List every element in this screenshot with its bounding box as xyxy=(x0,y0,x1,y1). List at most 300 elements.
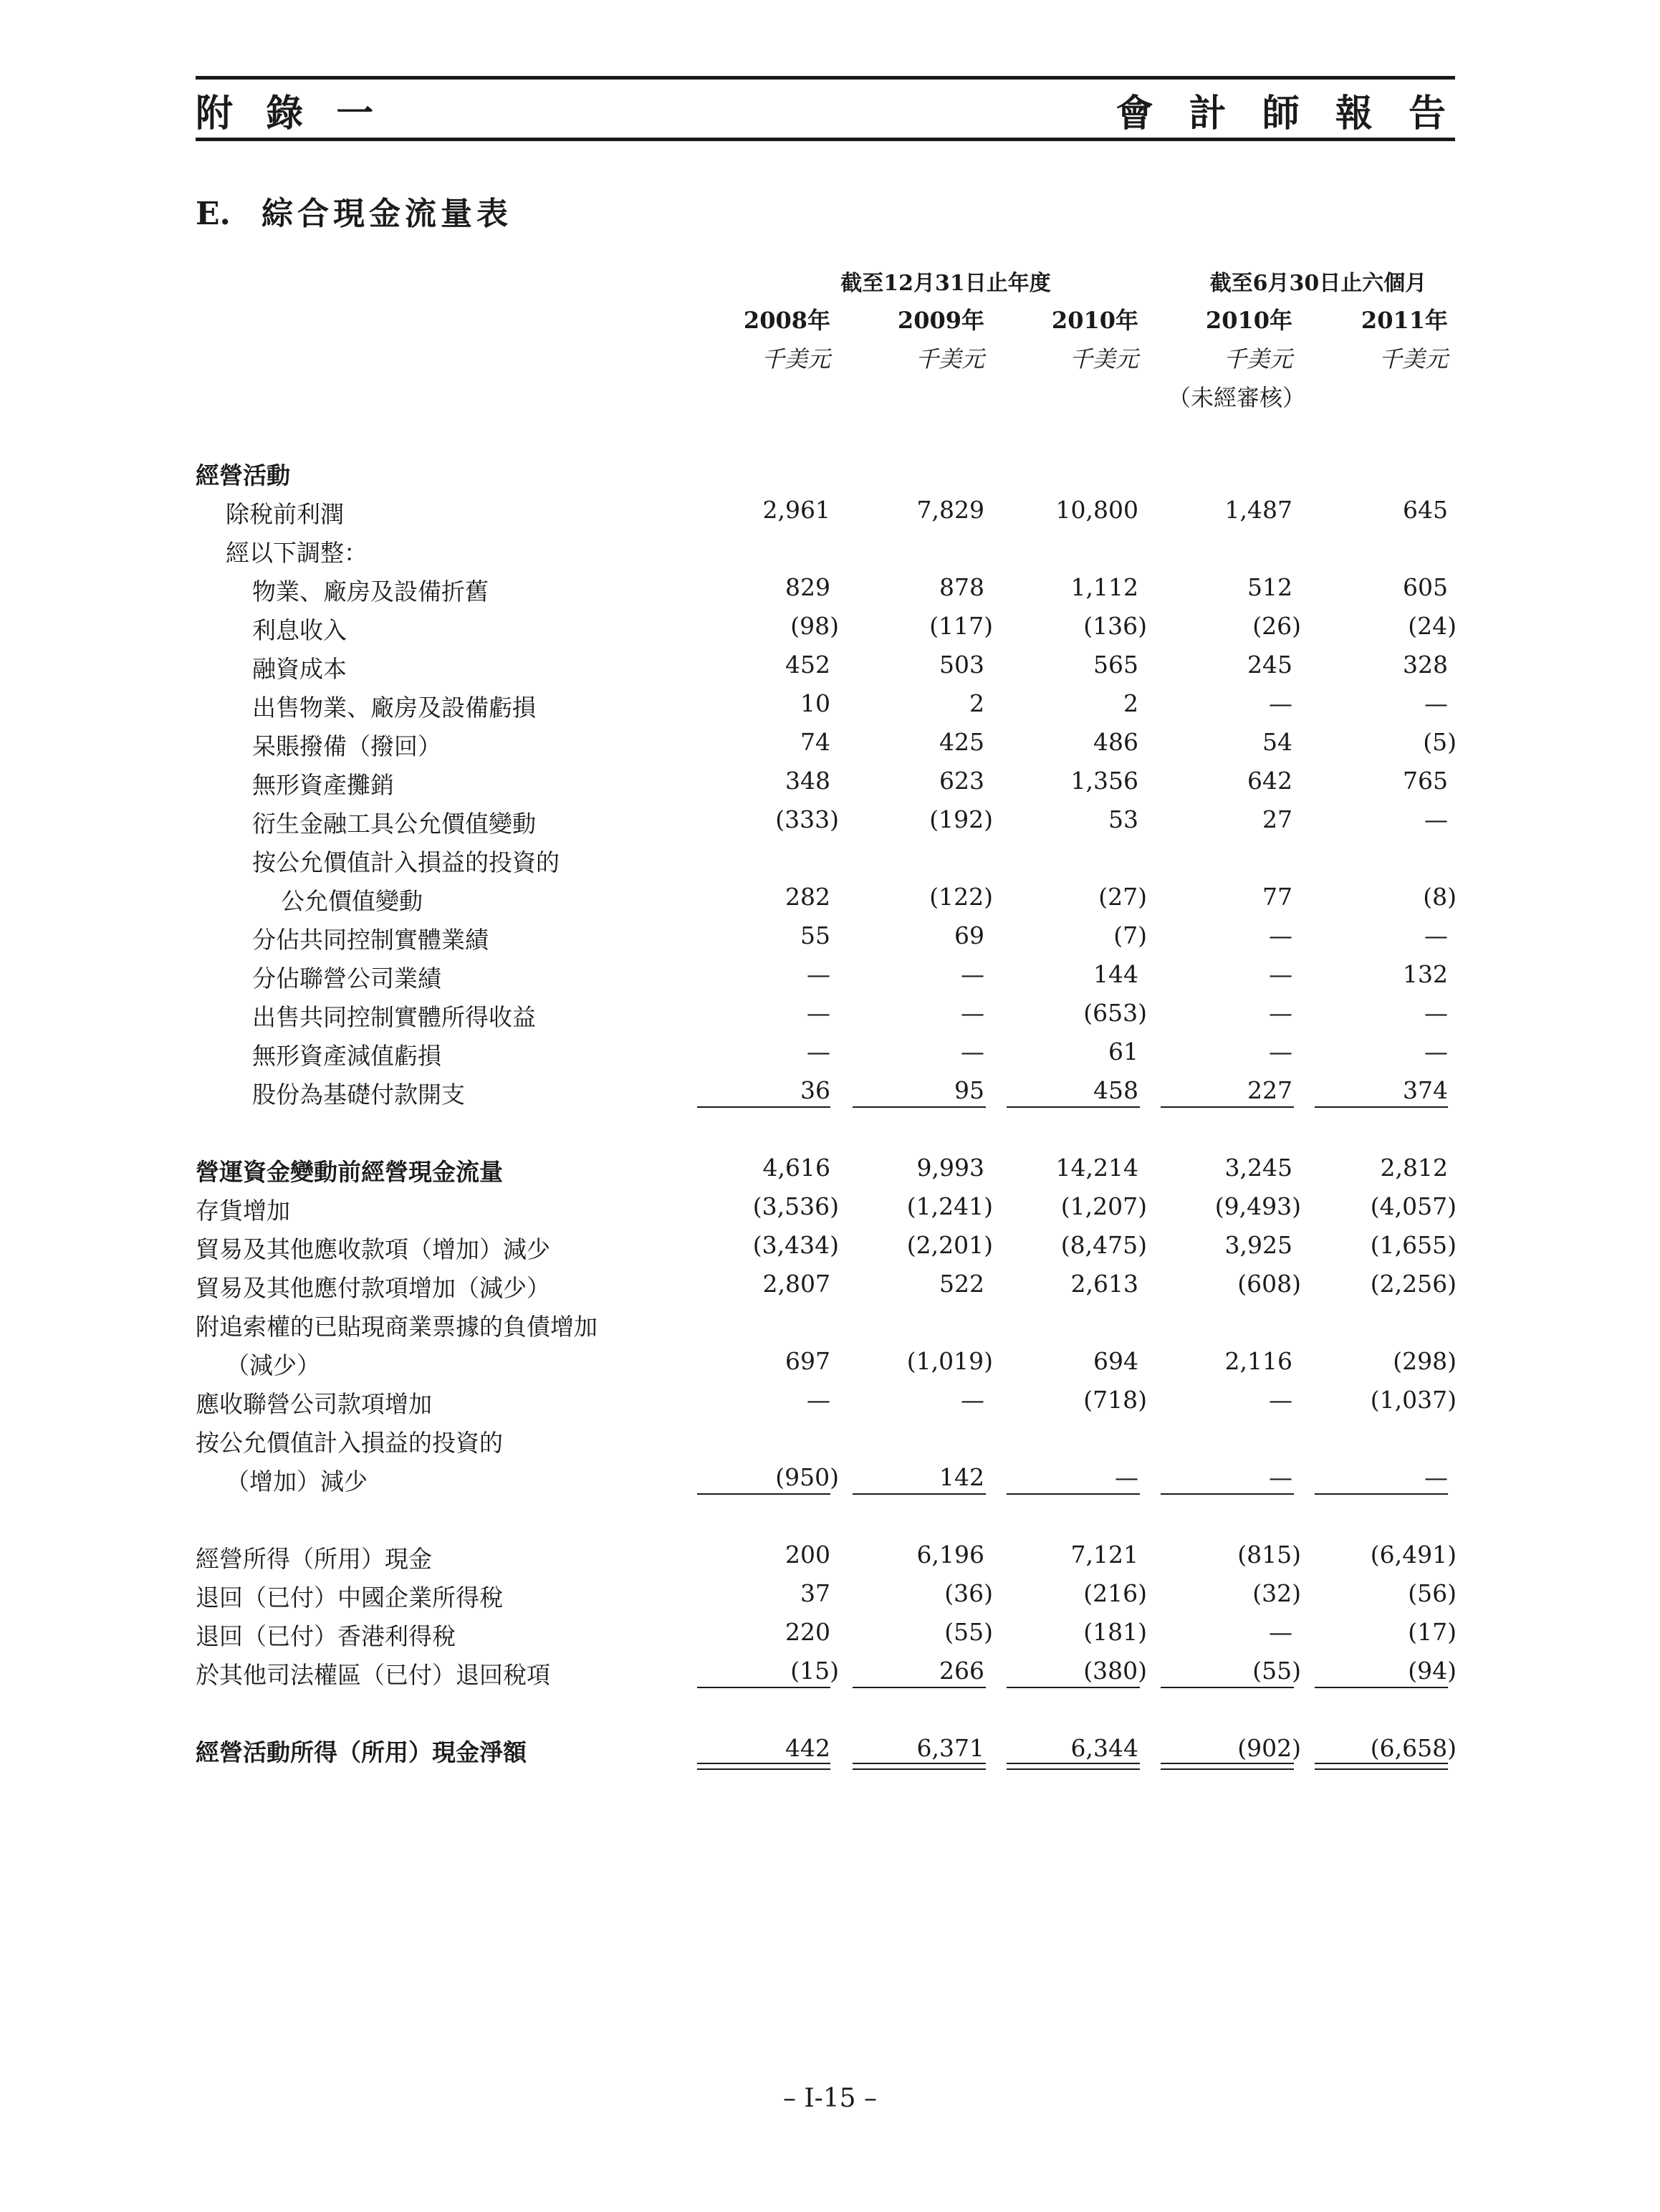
row-value xyxy=(1071,1270,1138,1298)
row-value xyxy=(1237,1270,1301,1298)
value-text: 69 xyxy=(954,921,984,949)
value-text: — xyxy=(961,1386,984,1414)
row-label: 存貨增加 xyxy=(196,1197,290,1225)
row-value xyxy=(939,1270,984,1298)
value-text: (902) xyxy=(1237,1734,1301,1762)
row-value xyxy=(1262,805,1292,833)
row-value xyxy=(763,1154,830,1182)
value-text: 95 xyxy=(954,1076,984,1104)
table-row xyxy=(0,612,1660,651)
value-text: 7,121 xyxy=(1070,1541,1138,1569)
value-text: — xyxy=(1424,805,1448,833)
row-value xyxy=(1247,573,1292,601)
row-label: 營運資金變動前經營現金流量 xyxy=(196,1158,503,1186)
value-text: 55 xyxy=(800,921,830,949)
value-text: 458 xyxy=(1093,1076,1138,1104)
value-text: 878 xyxy=(939,573,984,601)
value-text: — xyxy=(961,999,984,1027)
value-text: (1,019) xyxy=(906,1347,993,1375)
row-value xyxy=(1269,689,1292,717)
row-value xyxy=(1083,1579,1147,1607)
value-text: 6,371 xyxy=(916,1734,984,1762)
row-value xyxy=(807,999,830,1027)
underline xyxy=(1315,1493,1448,1495)
row-value xyxy=(1269,1618,1292,1646)
row-value xyxy=(1056,496,1138,524)
value-text: — xyxy=(1424,921,1448,949)
row-value xyxy=(1371,1734,1457,1762)
table-row xyxy=(0,767,1660,805)
row-value xyxy=(1056,1154,1138,1182)
row-value xyxy=(1269,1463,1292,1491)
value-text: 10,800 xyxy=(1055,496,1138,524)
value-text: 2,807 xyxy=(762,1270,830,1298)
underline xyxy=(1315,1106,1448,1108)
value-text: 486 xyxy=(1093,728,1138,756)
row-label: 經以下調整： xyxy=(226,539,368,567)
row-value xyxy=(907,1347,993,1375)
row-value xyxy=(1269,1038,1292,1066)
value-text: 227 xyxy=(1247,1076,1292,1104)
underline xyxy=(1007,1493,1140,1495)
row-label: 按公允價值計入損益的投資的 xyxy=(252,848,560,876)
value-text: (950) xyxy=(775,1463,839,1491)
table-row xyxy=(0,728,1660,767)
row-value xyxy=(1061,1192,1147,1220)
row-value xyxy=(1371,1231,1457,1259)
value-text: — xyxy=(807,999,830,1027)
row-value xyxy=(917,496,984,524)
value-text: — xyxy=(1269,1463,1292,1491)
row-value xyxy=(800,728,830,756)
double-underline xyxy=(1315,1763,1448,1770)
value-text: (333) xyxy=(775,805,839,833)
underline xyxy=(1315,1687,1448,1688)
value-text: — xyxy=(1269,1386,1292,1414)
row-value xyxy=(961,1386,984,1414)
row-value xyxy=(785,573,830,601)
value-text: 54 xyxy=(1262,728,1292,756)
row-value xyxy=(917,1734,984,1762)
value-text: — xyxy=(1269,921,1292,949)
row-value xyxy=(1237,1734,1301,1762)
row-value xyxy=(1371,1192,1457,1220)
value-text: (1,037) xyxy=(1370,1386,1457,1414)
value-text: 132 xyxy=(1403,960,1448,988)
value-text: 77 xyxy=(1262,883,1292,911)
value-text: (55) xyxy=(1252,1657,1301,1685)
value-text: (216) xyxy=(1083,1579,1147,1607)
value-text: 3,925 xyxy=(1224,1231,1292,1259)
row-label: 融資成本 xyxy=(252,655,347,683)
row-value xyxy=(1408,612,1457,640)
row-label: 利息收入 xyxy=(252,616,347,644)
value-text: — xyxy=(1424,689,1448,717)
table-row xyxy=(0,1541,1660,1579)
double-underline xyxy=(697,1763,830,1770)
value-text: (7) xyxy=(1113,921,1147,949)
double-underline xyxy=(1007,1763,1140,1770)
row-label: （減少） xyxy=(226,1351,320,1379)
row-value xyxy=(1115,1463,1138,1491)
row-value xyxy=(907,1192,993,1220)
row-value xyxy=(944,1579,993,1607)
value-text: (2,256) xyxy=(1370,1270,1457,1298)
value-text: (94) xyxy=(1408,1657,1457,1685)
table-row xyxy=(0,1154,1660,1192)
row-label: 衍生金融工具公允價值變動 xyxy=(252,810,536,838)
row-value xyxy=(1225,1154,1292,1182)
row-value xyxy=(785,1541,830,1569)
value-text: (815) xyxy=(1237,1541,1301,1569)
row-label: 經營活動所得（所用）現金淨額 xyxy=(196,1738,527,1766)
column-group-six-months: 截至6月30日止六個月 xyxy=(1209,271,1427,296)
row-value xyxy=(961,960,984,988)
row-value xyxy=(1098,883,1147,911)
row-label: 股份為基礎付款開支 xyxy=(252,1081,465,1109)
table-row xyxy=(0,844,1660,883)
row-value xyxy=(1403,573,1448,601)
column-unit: 千美元 xyxy=(1223,345,1292,373)
row-label: 無形資產減值虧損 xyxy=(252,1042,441,1070)
row-value xyxy=(1252,1657,1301,1685)
row-value xyxy=(1247,767,1292,795)
value-text: 3,245 xyxy=(1224,1154,1292,1182)
column-group-year: 截至12月31日止年度 xyxy=(840,271,1051,296)
row-value xyxy=(907,1231,993,1259)
value-text: (3,434) xyxy=(752,1231,839,1259)
table-row xyxy=(0,1076,1660,1115)
row-value xyxy=(763,1270,830,1298)
row-value xyxy=(1225,1231,1292,1259)
value-text: (192) xyxy=(929,805,993,833)
row-value xyxy=(939,651,984,679)
row-value xyxy=(1269,1386,1292,1414)
row-value xyxy=(1403,767,1448,795)
value-text: 6,196 xyxy=(916,1541,984,1569)
value-text: (117) xyxy=(929,612,993,640)
row-value xyxy=(1237,1541,1301,1569)
row-value xyxy=(1393,1347,1457,1375)
table-row xyxy=(0,1386,1660,1425)
value-text: 2,613 xyxy=(1070,1270,1138,1298)
value-text: 522 xyxy=(939,1270,984,1298)
row-value xyxy=(1403,496,1448,524)
row-value xyxy=(954,1076,984,1104)
value-text: — xyxy=(961,1038,984,1066)
value-text: 829 xyxy=(785,573,830,601)
table-row xyxy=(0,1231,1660,1270)
row-label: 貿易及其他應付款項增加（減少） xyxy=(196,1274,550,1302)
table-row xyxy=(0,651,1660,689)
row-value xyxy=(929,612,993,640)
row-value xyxy=(939,767,984,795)
row-value xyxy=(1403,960,1448,988)
row-value xyxy=(800,1076,830,1104)
value-text: 282 xyxy=(785,883,830,911)
row-label: 呆賬撥備（撥回） xyxy=(252,732,441,760)
row-value xyxy=(1269,999,1292,1027)
row-value xyxy=(1371,1386,1457,1414)
row-value xyxy=(1269,921,1292,949)
row-value xyxy=(800,1579,830,1607)
row-value xyxy=(785,767,830,795)
row-label: 出售物業、廠房及設備虧損 xyxy=(252,694,536,722)
row-value xyxy=(1071,767,1138,795)
row-value xyxy=(1093,960,1138,988)
row-label: 分佔聯營公司業績 xyxy=(252,964,441,992)
value-text: 142 xyxy=(939,1463,984,1491)
value-text: 266 xyxy=(939,1657,984,1685)
value-text: (6,658) xyxy=(1370,1734,1457,1762)
table-row xyxy=(0,960,1660,999)
row-label: 退回（已付）中國企業所得稅 xyxy=(196,1584,503,1612)
row-value xyxy=(1225,496,1292,524)
row-label: 經營所得（所用）現金 xyxy=(196,1545,432,1573)
table-row xyxy=(0,1579,1660,1618)
value-text: 623 xyxy=(939,767,984,795)
row-value xyxy=(1083,999,1147,1027)
row-value xyxy=(929,883,993,911)
value-text: 1,112 xyxy=(1070,573,1138,601)
table-row xyxy=(0,1657,1660,1695)
row-value xyxy=(1408,1618,1457,1646)
value-text: 74 xyxy=(800,728,830,756)
value-text: 2,812 xyxy=(1380,1154,1448,1182)
row-value xyxy=(1225,1347,1292,1375)
value-text: (2,201) xyxy=(906,1231,993,1259)
row-value xyxy=(917,1154,984,1182)
column-unit: 千美元 xyxy=(915,345,984,373)
column-unit: 千美元 xyxy=(1069,345,1138,373)
value-text: (136) xyxy=(1083,612,1147,640)
column-year: 2008年 xyxy=(743,307,830,334)
row-value xyxy=(961,999,984,1027)
value-text: — xyxy=(1269,960,1292,988)
row-label: （增加）減少 xyxy=(226,1468,368,1495)
table-row xyxy=(0,573,1660,612)
row-value xyxy=(1252,1579,1301,1607)
row-value xyxy=(785,883,830,911)
underline xyxy=(853,1106,986,1108)
row-value xyxy=(1061,1231,1147,1259)
value-text: (8) xyxy=(1423,883,1457,911)
value-text: (9,493) xyxy=(1214,1192,1301,1220)
value-text: 4,616 xyxy=(762,1154,830,1182)
value-text: (36) xyxy=(944,1579,993,1607)
underline xyxy=(697,1687,830,1688)
value-text: 328 xyxy=(1403,651,1448,679)
value-text: (718) xyxy=(1083,1386,1147,1414)
row-value xyxy=(969,689,984,717)
value-text: — xyxy=(807,1038,830,1066)
value-text: — xyxy=(807,1386,830,1414)
value-text: 10 xyxy=(800,689,830,717)
value-text: (27) xyxy=(1098,883,1147,911)
column-year: 2011年 xyxy=(1361,307,1448,334)
value-text: 1,487 xyxy=(1224,496,1292,524)
row-value xyxy=(785,651,830,679)
row-value xyxy=(1403,1076,1448,1104)
value-text: 36 xyxy=(800,1076,830,1104)
underline xyxy=(1007,1687,1140,1688)
table-row xyxy=(0,1463,1660,1502)
value-text: 144 xyxy=(1093,960,1138,988)
table-row xyxy=(0,883,1660,921)
value-text: 425 xyxy=(939,728,984,756)
table-row xyxy=(0,1038,1660,1076)
value-text: (5) xyxy=(1423,728,1457,756)
table-row xyxy=(0,1308,1660,1347)
value-text: (56) xyxy=(1408,1579,1457,1607)
value-text: — xyxy=(1424,1463,1448,1491)
row-value xyxy=(785,1734,830,1762)
row-label: 經營活動 xyxy=(196,461,290,489)
value-text: 53 xyxy=(1108,805,1138,833)
row-value xyxy=(1247,651,1292,679)
row-label: 公允價值變動 xyxy=(281,887,423,915)
value-text: (17) xyxy=(1408,1618,1457,1646)
column-unit: 千美元 xyxy=(761,345,830,373)
row-value xyxy=(753,1231,839,1259)
table-row xyxy=(0,689,1660,728)
table-row xyxy=(0,999,1660,1038)
value-text: (181) xyxy=(1083,1618,1147,1646)
appendix-title: 附 錄 一 xyxy=(196,92,384,135)
value-text: 1,356 xyxy=(1070,767,1138,795)
report-title: 會 計 師 報 告 xyxy=(1116,92,1457,135)
row-value xyxy=(753,1192,839,1220)
row-value xyxy=(1262,728,1292,756)
double-underline xyxy=(853,1763,986,1770)
value-text: (32) xyxy=(1252,1579,1301,1607)
row-value xyxy=(1423,728,1457,756)
row-value xyxy=(790,612,839,640)
table-row xyxy=(0,1618,1660,1657)
row-value xyxy=(1247,1076,1292,1104)
value-text: — xyxy=(1269,1038,1292,1066)
value-text: 697 xyxy=(785,1347,830,1375)
page-number: – I-15 – xyxy=(782,2084,878,2113)
row-value xyxy=(1083,1386,1147,1414)
value-text: (3,536) xyxy=(752,1192,839,1220)
row-value xyxy=(1252,612,1301,640)
row-value xyxy=(917,1541,984,1569)
value-text: 220 xyxy=(785,1618,830,1646)
value-text: 452 xyxy=(785,651,830,679)
value-text: — xyxy=(1269,689,1292,717)
value-text: (1,655) xyxy=(1370,1231,1457,1259)
table-row xyxy=(0,1270,1660,1308)
value-text: 6,344 xyxy=(1070,1734,1138,1762)
row-value xyxy=(929,805,993,833)
row-value xyxy=(785,1618,830,1646)
row-value xyxy=(1108,1038,1138,1066)
row-value xyxy=(1269,960,1292,988)
row-value xyxy=(1093,651,1138,679)
value-text: 61 xyxy=(1108,1038,1138,1066)
value-text: (55) xyxy=(944,1618,993,1646)
value-text: — xyxy=(961,960,984,988)
row-value xyxy=(800,921,830,949)
row-value xyxy=(1371,1541,1457,1569)
value-text: 512 xyxy=(1247,573,1292,601)
row-value xyxy=(1424,921,1448,949)
section-heading xyxy=(196,188,512,234)
underline xyxy=(1161,1106,1294,1108)
row-value xyxy=(790,1657,839,1685)
row-value xyxy=(1408,1657,1457,1685)
row-value xyxy=(1408,1579,1457,1607)
value-text: — xyxy=(1269,999,1292,1027)
table-row xyxy=(0,1347,1660,1386)
row-value xyxy=(939,728,984,756)
value-text: (4,057) xyxy=(1370,1192,1457,1220)
table-row xyxy=(0,496,1660,535)
value-text: (98) xyxy=(790,612,839,640)
header-top-rule xyxy=(196,76,1455,80)
row-value xyxy=(775,805,839,833)
value-text: 374 xyxy=(1403,1076,1448,1104)
column-unit: 千美元 xyxy=(1378,345,1448,373)
underline xyxy=(853,1687,986,1688)
row-label: 應收聯營公司款項增加 xyxy=(196,1390,432,1418)
value-text: (26) xyxy=(1252,612,1301,640)
value-text: 27 xyxy=(1262,805,1292,833)
value-text: 645 xyxy=(1403,496,1448,524)
row-label: 分佔共同控制實體業績 xyxy=(252,926,489,954)
underline xyxy=(697,1106,830,1108)
value-text: (15) xyxy=(790,1657,839,1685)
row-value xyxy=(1371,1270,1457,1298)
row-value xyxy=(763,496,830,524)
row-label: 退回（已付）香港利得稅 xyxy=(196,1622,456,1650)
value-text: (608) xyxy=(1237,1270,1301,1298)
value-text: (298) xyxy=(1393,1347,1457,1375)
value-text: 2,116 xyxy=(1224,1347,1292,1375)
table-row xyxy=(0,805,1660,844)
row-label: 出售共同控制實體所得收益 xyxy=(252,1003,536,1031)
row-value xyxy=(1381,1154,1448,1182)
row-value xyxy=(944,1618,993,1646)
value-text: 7,829 xyxy=(916,496,984,524)
row-value xyxy=(1071,1734,1138,1762)
value-text: (1,207) xyxy=(1060,1192,1147,1220)
row-value xyxy=(1083,1657,1147,1685)
value-text: — xyxy=(1115,1463,1138,1491)
row-value xyxy=(939,1463,984,1491)
row-value xyxy=(1215,1192,1301,1220)
value-text: 442 xyxy=(785,1734,830,1762)
row-value xyxy=(807,1386,830,1414)
row-value xyxy=(1093,728,1138,756)
row-value xyxy=(1108,805,1138,833)
row-value xyxy=(1123,689,1138,717)
value-text: 605 xyxy=(1403,573,1448,601)
section-title: 綜合現金流量表 xyxy=(262,196,512,232)
header-bottom-rule xyxy=(196,138,1455,141)
row-value xyxy=(1113,921,1147,949)
value-text: 37 xyxy=(800,1579,830,1607)
row-label: 無形資產攤銷 xyxy=(252,771,394,799)
row-value xyxy=(775,1463,839,1491)
column-year: 2010年 xyxy=(1205,307,1292,334)
table-row xyxy=(0,535,1660,573)
value-text: — xyxy=(1269,1618,1292,1646)
value-text: 245 xyxy=(1247,651,1292,679)
row-value xyxy=(954,921,984,949)
row-label: 除稅前利潤 xyxy=(226,500,344,528)
